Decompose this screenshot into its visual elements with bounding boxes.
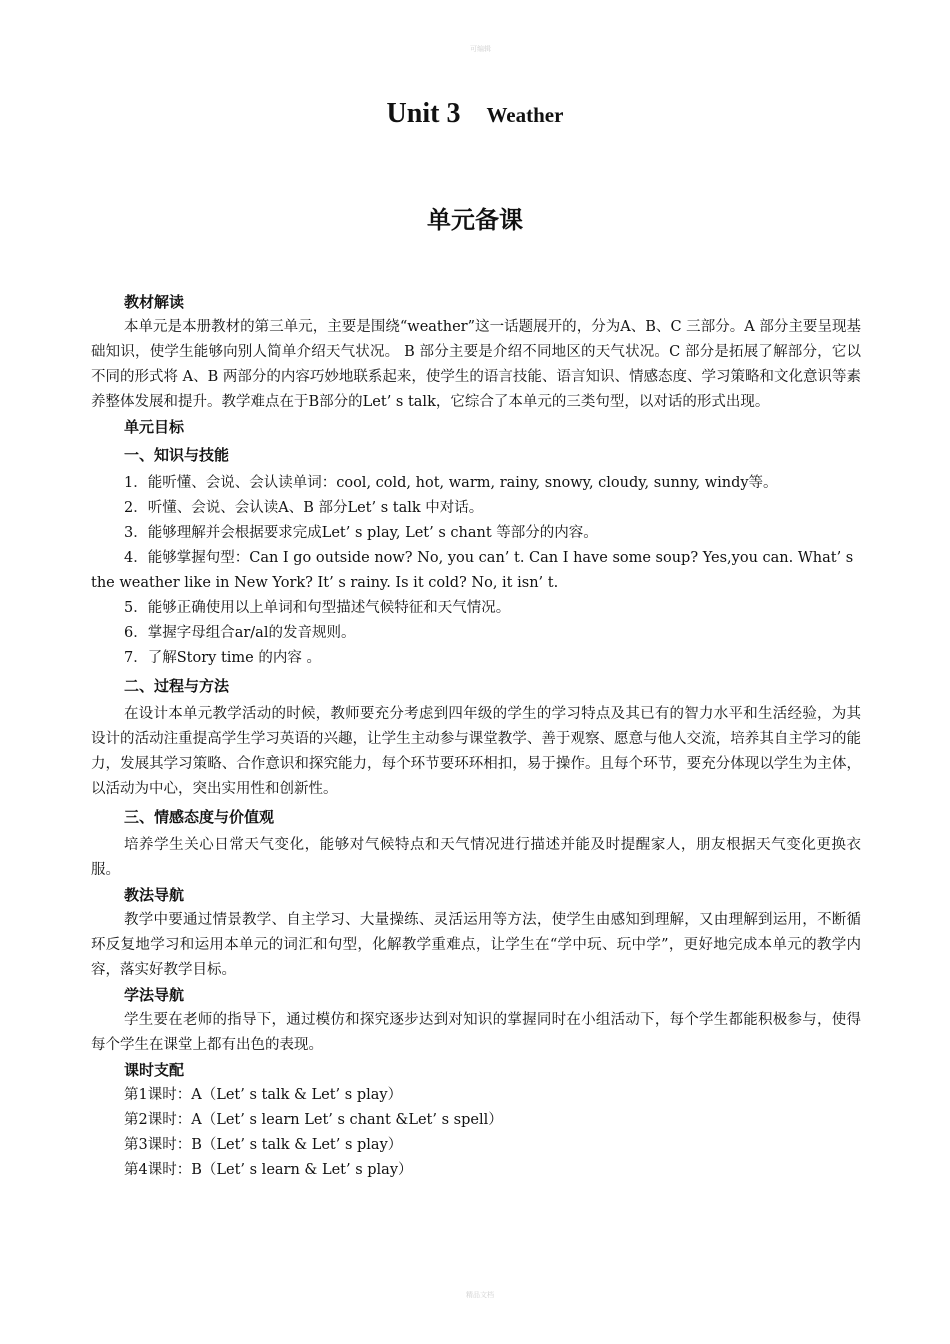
emotion-paragraph: 培养学生关心日常天气变化，能够对气候特点和天气情况进行描述并能及时提醒家人，朋友根据天气变化更换衣服。 bbox=[91, 837, 861, 878]
process-heading: 二、过程与方法 bbox=[124, 677, 230, 695]
learning-paragraph: 学生要在老师的指导下，通过模仿和探究逐步达到对知识的掌握同时在小组活动下，每个学生都能积极参与，使得每个学生在课堂上都有出色的表现。 bbox=[91, 1012, 861, 1053]
schedule-item: 第1课时：A（Let’ s talk & Let’ s play） bbox=[124, 1087, 403, 1103]
teaching-paragraph: 教学中要通过情景教学、自主学习、大量操练、灵活运用等方法，使学生由感知到理解，又由理解到运用，不断循环反复地学习和运用本单元的词汇和句型，化解教学重难点，让学生在“学中玩、玩中学”，更好地完成本单元的教学内容，落实好教学目标。 bbox=[91, 912, 861, 978]
watermark-bottom: 精品文档 bbox=[466, 1291, 494, 1299]
knowledge-heading: 一、知识与技能 bbox=[124, 446, 230, 464]
emotion-heading: 三、情感态度与价值观 bbox=[124, 808, 275, 826]
unit-name: Weather bbox=[486, 103, 564, 127]
knowledge-item: 1．能听懂、会说、会认读单词：cool, cold, hot, warm, rainy, snowy, cloudy, sunny, windy等。 bbox=[124, 475, 778, 491]
knowledge-item: 2．听懂、会说、会认读A、B 部分Let’ s talk 中对话。 bbox=[124, 500, 484, 516]
page-subtitle: 单元备课 bbox=[427, 206, 523, 234]
knowledge-item: 6．掌握字母组合ar/al的发音规则。 bbox=[124, 625, 356, 641]
schedule-item: 第3课时：B（Let’ s talk & Let’ s play） bbox=[124, 1137, 403, 1153]
learning-heading: 学法导航 bbox=[124, 986, 185, 1004]
knowledge-item: 7．了解Story time 的内容 。 bbox=[124, 650, 321, 666]
process-paragraph: 在设计本单元教学活动的时候，教师要充分考虑到四年级的学生的学习特点及其已有的智力水平和生活经验，为其设计的活动注重提高学生学习英语的兴趣，让学生主动参与课堂教学、善于观察、愿意与他人交流，培养其自主学习的能力，发展其学习策略、合作意识和探究能力，每个环节要环环相扣，易于操作。且每个环节，要充分体现以学生为主体，以活动为中心，突出实用性和创新性。 bbox=[91, 706, 861, 797]
knowledge-item: 4．能够掌握句型：Can I go outside now? No, you can’ t. Can I have some soup? Yes,you can. What’ s the weather like in New York? It’ s rainy. Is it cold? No, it isn’ t. bbox=[91, 550, 854, 591]
watermark-top: 可编辑 bbox=[470, 45, 491, 53]
materials-heading: 教材解读 bbox=[124, 293, 185, 311]
knowledge-item: 3．能够理解并会根据要求完成Let’ s play, Let’ s chant 等部分的内容。 bbox=[124, 525, 598, 541]
knowledge-item: 5．能够正确使用以上单词和句型描述气候特征和天气情况。 bbox=[124, 600, 511, 616]
document-body bbox=[91, 290, 861, 1183]
schedule-item: 第4课时：B（Let’ s learn & Let’ s play） bbox=[124, 1162, 413, 1178]
unit-number: Unit 3 bbox=[386, 98, 461, 129]
schedule-heading: 课时支配 bbox=[124, 1061, 185, 1079]
materials-paragraph: 本单元是本册教材的第三单元，主要是围绕“weather”这一话题展开的，分为A、B、C 三部分。A 部分主要呈现基础知识，使学生能够向别人简单介绍天气状况。 B 部分主要是介绍不同地区的天气状况。C 部分是拓展了解部分，它以不同的形式将 A、B 两部分的内容巧妙地联系起来，使学生的语言技能、语言知识、情感态度、学习策略和文化意识等素养整体发展和提升。教学难点在于B部分的Let’ s talk，它综合了本单元的三类句型，以对话的形式出现。 bbox=[91, 319, 861, 410]
unit-title bbox=[0, 98, 950, 130]
schedule-item: 第2课时：A（Let’ s learn Let’ s chant &Let’ s spell） bbox=[124, 1112, 503, 1128]
goals-heading: 单元目标 bbox=[124, 418, 185, 436]
teaching-heading: 教法导航 bbox=[124, 886, 185, 904]
